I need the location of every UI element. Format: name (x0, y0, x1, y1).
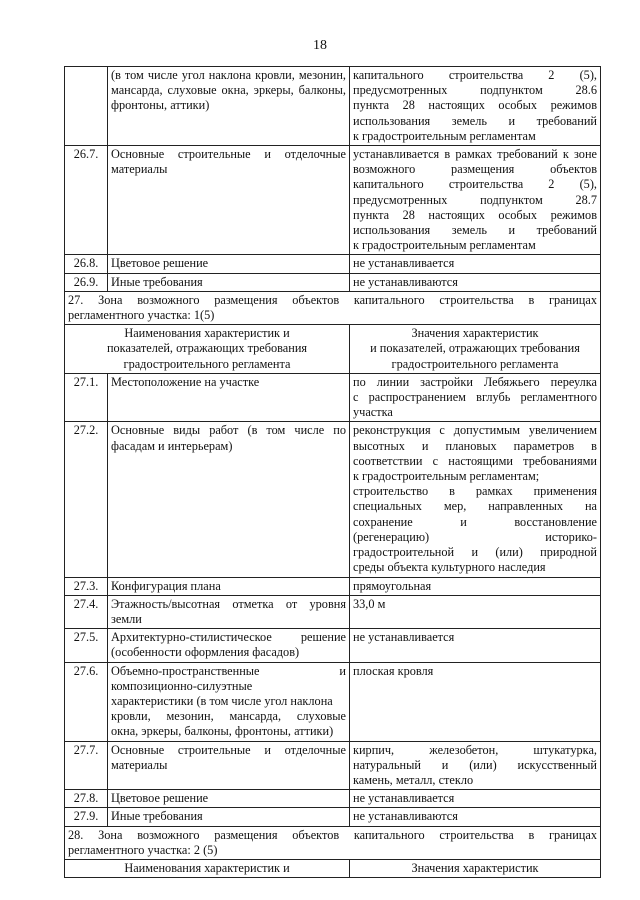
zone-title-row (65, 826, 601, 859)
text-line: высотных и плановых параметров в (353, 438, 597, 453)
column-header-right (350, 325, 601, 374)
text-line: кровли, мезонин, мансарда, слуховые (111, 709, 346, 724)
row-number (65, 67, 108, 146)
zone-title-row (65, 291, 601, 324)
row-name (108, 146, 350, 255)
text-line: земли (111, 611, 142, 626)
column-header-left (65, 325, 350, 374)
row-value: не устанавливаются (350, 273, 601, 291)
table-row (65, 808, 601, 826)
text-line: Значения характеристик (411, 326, 539, 341)
text-line: (в том числе угол наклона кровли, мезонин, (111, 68, 346, 82)
zone-27-title (65, 291, 601, 324)
table-row (65, 373, 601, 422)
header-row (65, 325, 601, 374)
row-number: 27.3. (65, 577, 108, 595)
text-line: мансарда, слуховые окна, эркеры, балконы, (111, 83, 346, 98)
column-header-left: Наименования характеристик и (65, 859, 350, 877)
table-row (65, 629, 601, 662)
row-value: прямоугольная (350, 577, 601, 595)
text-line: кирпич, железобетон, штукатурка, (353, 742, 597, 757)
table-row (65, 577, 601, 595)
row-name: Иные требования (108, 273, 350, 291)
table-row (65, 790, 601, 808)
row-number: 26.8. (65, 255, 108, 273)
row-name (108, 741, 350, 790)
text-line: устанавливается в рамках требований к зоне (353, 147, 597, 162)
header-row (65, 859, 601, 877)
text-line: к градостроительным регламентам (353, 128, 536, 143)
text-line: по линии застройки Лебяжьего переулка (353, 374, 597, 389)
text-line: натуральный и (или) искусственный (353, 757, 597, 772)
text-line: 27. Зона возможного размещения объектов капитального строительства в границах (68, 292, 597, 307)
text-line: с распространением вглубь регламентного (353, 390, 597, 405)
row-number: 27.8. (65, 790, 108, 808)
table-row (65, 422, 601, 577)
row-name (108, 629, 350, 662)
text-line: капитального строительства 2 (5), (353, 177, 597, 192)
table-row (65, 741, 601, 790)
text-line: Наименования характеристик и (124, 326, 290, 341)
text-line: строительство в рамках применения (353, 484, 597, 499)
regulation-table (64, 66, 601, 878)
text-line: Этажность/высотная отметка от уровня (111, 596, 346, 611)
row-number: 27.1. (65, 373, 108, 422)
row-number: 27.4. (65, 595, 108, 628)
row-name (108, 67, 350, 146)
row-number: 27.6. (65, 662, 108, 741)
table-row (65, 273, 601, 291)
table-row (65, 67, 601, 146)
text-line: использования земель и требований (353, 113, 597, 128)
table-row (65, 662, 601, 741)
row-name (108, 595, 350, 628)
text-line: сохранение и восстановление (353, 514, 597, 529)
text-line: и показателей, отражающих требования (370, 341, 580, 356)
text-line: материалы (111, 162, 168, 177)
row-value: плоская кровля (350, 662, 601, 741)
text-line: градостроительного регламента (391, 356, 559, 371)
row-value: не устанавливается (350, 629, 601, 662)
text-line: (особенности оформления фасадов) (111, 645, 300, 660)
text-line: градостроительного регламента (123, 356, 291, 371)
page-number: 18 (313, 38, 327, 53)
text-line: к градостроительным регламентам; (353, 469, 540, 484)
text-line: предусмотренных подпунктом 28.6 (353, 83, 597, 98)
row-value (350, 741, 601, 790)
text-line: градостроительной и (или) природной (353, 545, 597, 560)
row-value: не устанавливается (350, 790, 601, 808)
text-line: характеристики (в том числе угол наклона (111, 693, 333, 708)
row-number: 27.5. (65, 629, 108, 662)
text-line: использования земель и требований (353, 223, 597, 238)
row-value: 33,0 м (350, 595, 601, 628)
text-line: пункта 28 настоящих особых режимов (353, 98, 597, 113)
row-name: Местоположение на участке (108, 373, 350, 422)
text-line: композиционно-силуэтные (111, 678, 253, 693)
row-name: Цветовое решение (108, 790, 350, 808)
row-number: 26.7. (65, 146, 108, 255)
row-value: не устанавливается (350, 255, 601, 273)
row-value (350, 422, 601, 577)
text-line: показателей, отражающих требования (106, 341, 308, 356)
row-value (350, 67, 601, 146)
text-line: реконструкция с допустимым увеличением (353, 423, 597, 438)
row-name (108, 662, 350, 741)
text-line: участка (353, 405, 393, 420)
row-number: 27.2. (65, 422, 108, 577)
text-line: Архитектурно-стилистическое решение (111, 630, 346, 645)
text-line: Основные виды работ (в том числе по (111, 423, 346, 438)
text-line: специальных мер, направленных на (353, 499, 597, 514)
row-number: 27.9. (65, 808, 108, 826)
text-line: Основные строительные и отделочные (111, 742, 346, 757)
text-line: материалы (111, 757, 168, 772)
text-line: среды объекта культурного наследия (353, 560, 546, 575)
table-row (65, 595, 601, 628)
text-line: соответствии с настоящими требованиями (353, 453, 597, 468)
text-line: капитального строительства 2 (5), (353, 68, 597, 82)
text-line: камень, металл, стекло (353, 772, 474, 787)
text-line: (регенерацию) историко- (353, 529, 597, 544)
text-line: фронтоны, аттики) (111, 98, 210, 113)
text-line: 28. Зона возможного размещения объектов капитального строительства в границах (68, 827, 597, 842)
column-header-right: Значения характеристик (350, 859, 601, 877)
zone-28-title (65, 826, 601, 859)
text-line: Объемно-пространственные и (111, 663, 346, 678)
text-line: пункта 28 настоящих особых режимов (353, 207, 597, 222)
row-number: 26.9. (65, 273, 108, 291)
text-line: к градостроительным регламентам (353, 238, 536, 253)
table-row (65, 255, 601, 273)
text-line: возможного размещения объектов (353, 162, 597, 177)
table-row (65, 146, 601, 255)
text-line: предусмотренных подпунктом 28.7 (353, 192, 597, 207)
text-line: окна, эркеры, балконы, фронтоны, аттики) (111, 724, 334, 739)
text-line: фасадам и интерьерам) (111, 438, 233, 453)
row-name (108, 422, 350, 577)
text-line: Основные строительные и отделочные (111, 147, 346, 162)
row-name: Конфигурация плана (108, 577, 350, 595)
text-line: регламентного участка: 1(5) (68, 308, 215, 323)
text-line: регламентного участка: 2 (5) (68, 842, 218, 857)
row-value (350, 146, 601, 255)
row-name: Цветовое решение (108, 255, 350, 273)
row-number: 27.7. (65, 741, 108, 790)
row-name: Иные требования (108, 808, 350, 826)
row-value: не устанавливаются (350, 808, 601, 826)
row-value (350, 373, 601, 422)
